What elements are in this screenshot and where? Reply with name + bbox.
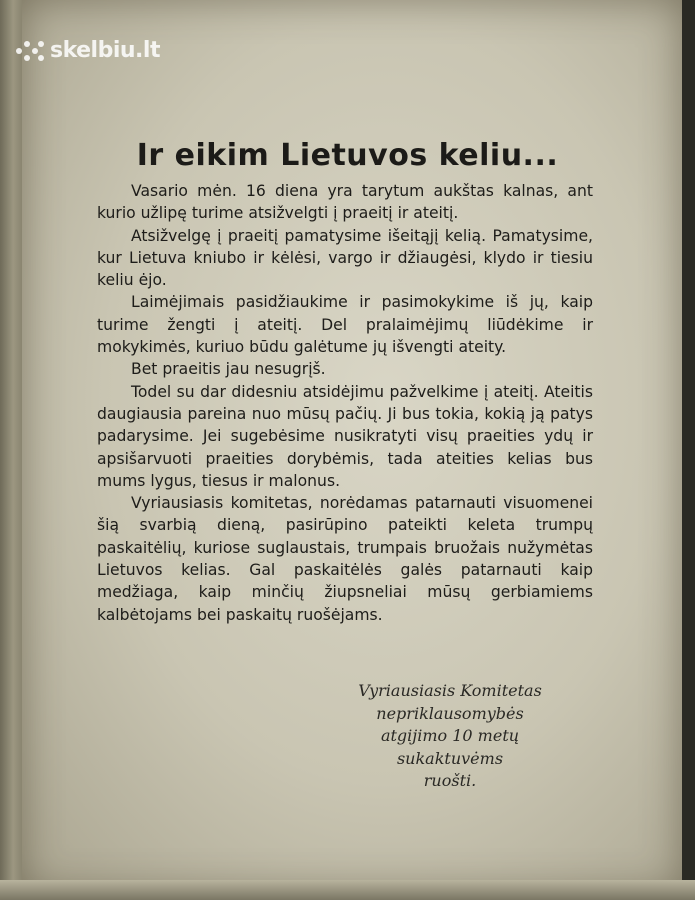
paragraph: Bet praeitis jau nesugrįš.: [131, 360, 326, 379]
signature-line: Vyriausiasis Komitetas: [358, 681, 542, 700]
page-bottom-edge: [0, 880, 695, 900]
signature-line: atgijimo 10 metų: [380, 726, 520, 745]
paragraph: Todel su dar didesniu atsidėjimu pažvelkime į ateitį. Ateitis daugiausia pareina nuo mūsų pačių. Ji bus tokia, kokią ją patys padarysime. Jei sugebėsime nusikratyti visų praeities ydų ir apsišarvuoti praeities dorybėmis, tada ateities kelias bus mums lygus, tiesus ir malonus.: [97, 382, 593, 490]
paragraph: Vasario mėn. 16 diena yra tarytum aukštas kalnas, ant kurio užlipę turime atsižvelgti į praeitį ir ateitį.: [97, 182, 593, 223]
dot-cluster-logo-icon: [16, 39, 44, 63]
signature-line: nepriklausomybės: [376, 703, 524, 723]
watermark-text: skelbiu.lt: [50, 38, 160, 63]
paragraph: Vyriausiasis komitetas, norėdamas patarnauti visuomenei šią svarbią dieną, pasirūpino pateikti keleta trumpų paskaitėlių, kuriose suglaustais, trumpais bruožais nužymėtas Lietuvos kelias. Gal paskaitėlės galės patarnauti kaip medžiaga, kaip minčių žiupsneliai mūsų gerbiamiems kalbėtojams bei paskaitų ruošėjams.: [97, 494, 593, 624]
page-title: Ir eikim Lietuvos keliu...: [136, 138, 559, 173]
watermark: [16, 38, 160, 63]
paragraph: Laimėjimais pasidžiaukime ir pasimokykime iš jų, kaip turime žengti į ateitį. Del pralaimėjimų liūdėkime ir mokykimės, kuriuo būdu galėtume jų išvengti ateity.: [97, 293, 593, 357]
paragraph: Atsižvelgę į praeitį pamatysime išeitąjį kelią. Pamatysime, kur Lietuva kniubo ir kėlėsi, vargo ir džiaugėsi, klydo ir tiesiu keliu ėjo.: [97, 226, 593, 290]
signature-line: sukaktuvėms: [396, 748, 504, 768]
body-text: [97, 180, 593, 626]
signature: [300, 680, 600, 793]
signature-line: ruošti.: [423, 771, 477, 790]
book-spine: [0, 0, 22, 900]
